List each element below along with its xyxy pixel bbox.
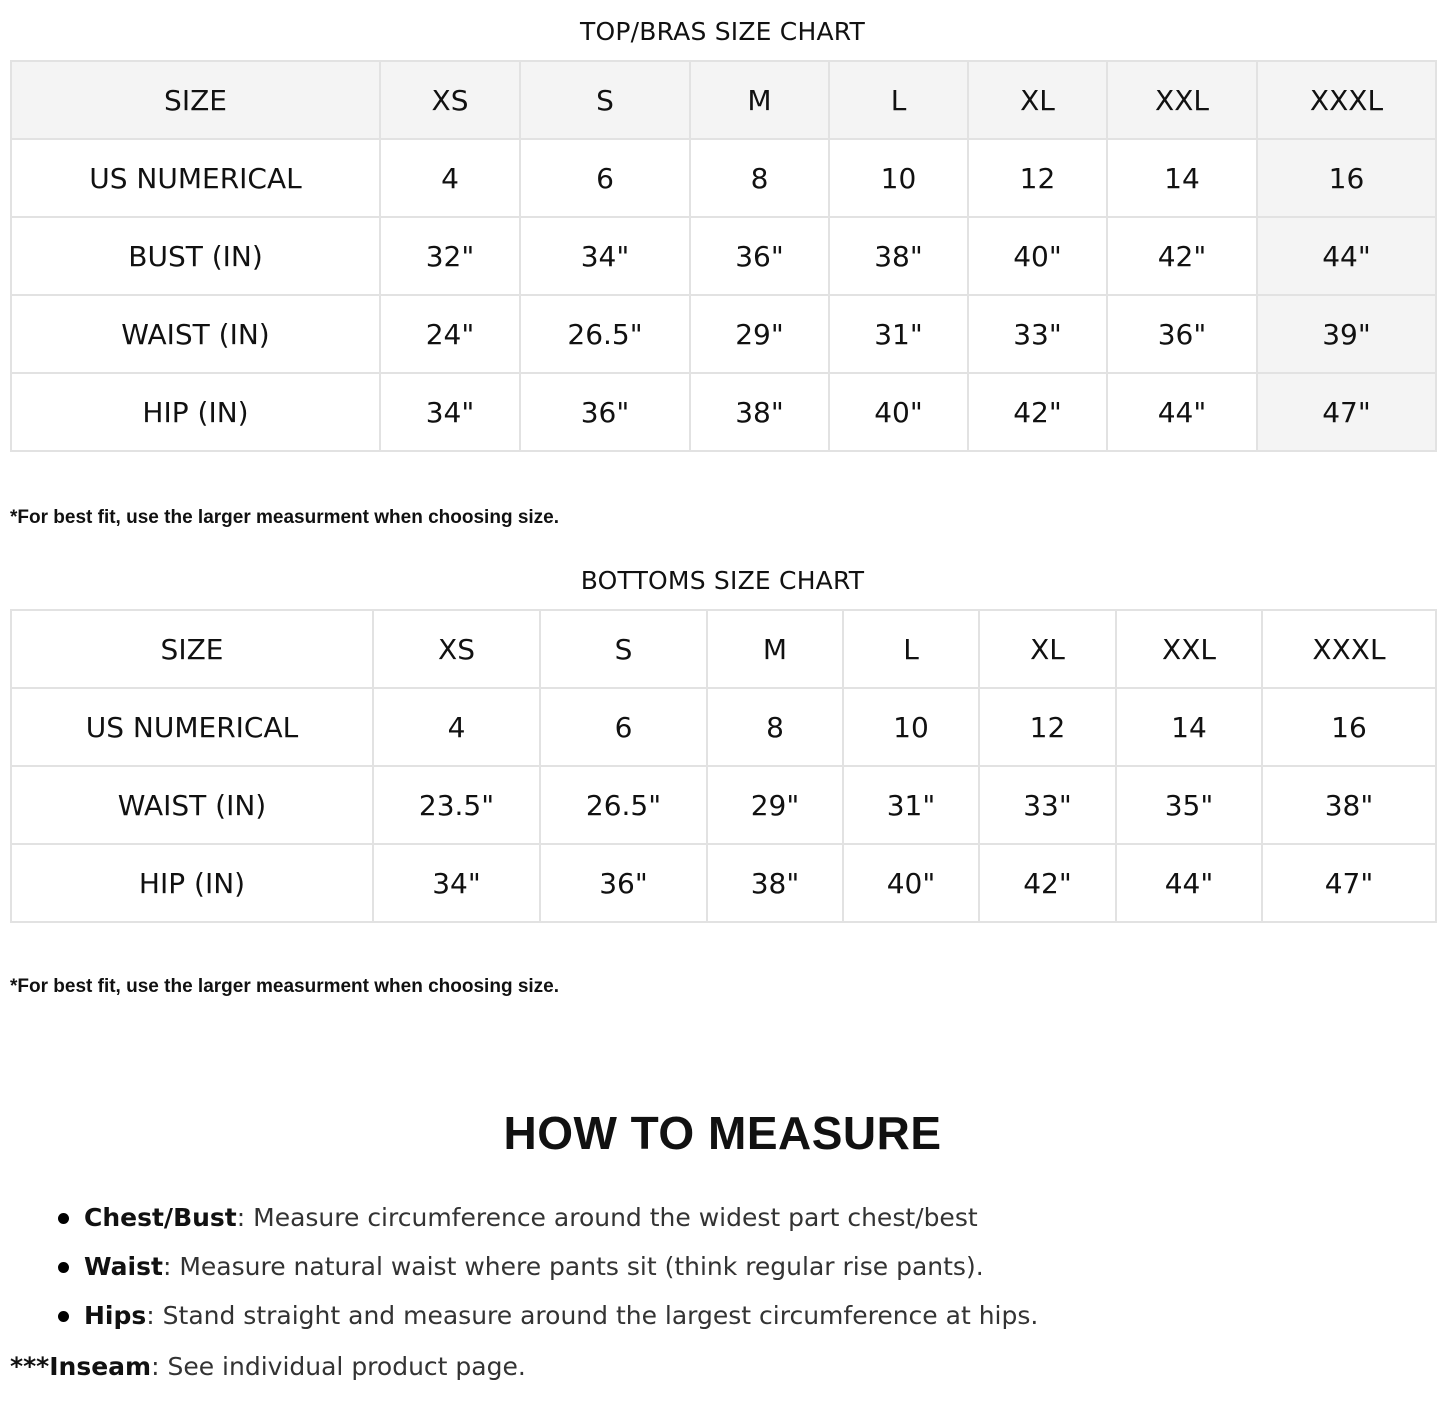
table-cell: 34" bbox=[373, 844, 540, 922]
table-row bbox=[11, 766, 1436, 844]
table-cell: 24" bbox=[380, 295, 520, 373]
table-cell: 38" bbox=[707, 844, 843, 922]
table-cell: 26.5" bbox=[520, 295, 690, 373]
table-cell: 10 bbox=[843, 688, 979, 766]
table-cell: 23.5" bbox=[373, 766, 540, 844]
list-item bbox=[0, 1199, 1038, 1248]
table-cell: 36" bbox=[520, 373, 690, 451]
header-cell: SIZE bbox=[11, 61, 380, 139]
header-cell: M bbox=[707, 610, 843, 688]
bullet-icon bbox=[58, 1262, 69, 1273]
bottom-chart-title: BOTTOMS SIZE CHART bbox=[580, 566, 865, 595]
table-cell: 6 bbox=[520, 139, 690, 217]
header-cell: M bbox=[690, 61, 829, 139]
measure-description: : Measure circumference around the widest part chest/best bbox=[236, 1203, 978, 1232]
inseam-term: Inseam bbox=[49, 1352, 152, 1381]
row-label-cell: US NUMERICAL bbox=[11, 139, 380, 217]
table-cell: 10 bbox=[829, 139, 968, 217]
table-cell: 29" bbox=[707, 766, 843, 844]
header-cell: SIZE bbox=[11, 610, 373, 688]
measure-description: : Measure natural waist where pants sit (think regular rise pants). bbox=[162, 1252, 984, 1281]
table-row bbox=[11, 295, 1436, 373]
header-cell: XXXL bbox=[1257, 61, 1436, 139]
bullet-icon bbox=[58, 1213, 69, 1224]
table-cell: 44" bbox=[1116, 844, 1262, 922]
top-chart-note: *For best fit, use the larger measurment when choosing size. bbox=[10, 507, 560, 528]
table-cell: 14 bbox=[1107, 139, 1257, 217]
top-size-table bbox=[10, 60, 1437, 452]
table-cell: 29" bbox=[690, 295, 829, 373]
inseam-note bbox=[10, 1348, 526, 1386]
table-row bbox=[11, 217, 1436, 295]
table-cell: 33" bbox=[979, 766, 1116, 844]
table-cell: 6 bbox=[540, 688, 707, 766]
table-cell: 36" bbox=[1107, 295, 1257, 373]
measure-list bbox=[0, 1199, 1038, 1346]
table-row bbox=[11, 139, 1436, 217]
table-cell: 31" bbox=[843, 766, 979, 844]
table-cell: 26.5" bbox=[540, 766, 707, 844]
header-cell: XS bbox=[380, 61, 520, 139]
table-cell: 38" bbox=[829, 217, 968, 295]
bottom-size-table bbox=[10, 609, 1437, 923]
table-cell: 12 bbox=[979, 688, 1116, 766]
measure-term: Chest/Bust bbox=[84, 1203, 237, 1232]
table-header-row bbox=[11, 61, 1436, 139]
table-cell: 39" bbox=[1257, 295, 1436, 373]
header-cell: XS bbox=[373, 610, 540, 688]
table-cell: 8 bbox=[707, 688, 843, 766]
table-cell: 16 bbox=[1262, 688, 1436, 766]
table-cell: 42" bbox=[1107, 217, 1257, 295]
table-cell: 40" bbox=[843, 844, 979, 922]
table-cell: 40" bbox=[968, 217, 1107, 295]
inseam-prefix: *** bbox=[10, 1352, 50, 1381]
table-cell: 14 bbox=[1116, 688, 1262, 766]
table-row bbox=[11, 688, 1436, 766]
list-item bbox=[0, 1297, 1038, 1346]
table-row bbox=[11, 373, 1436, 451]
table-cell: 34" bbox=[380, 373, 520, 451]
table-cell: 42" bbox=[979, 844, 1116, 922]
table-cell: 4 bbox=[373, 688, 540, 766]
header-cell: XXL bbox=[1116, 610, 1262, 688]
measure-term: Waist bbox=[84, 1252, 163, 1281]
row-label-cell: HIP (IN) bbox=[11, 844, 373, 922]
header-cell: S bbox=[540, 610, 707, 688]
table-cell: 16 bbox=[1257, 139, 1436, 217]
table-cell: 36" bbox=[540, 844, 707, 922]
row-label-cell: US NUMERICAL bbox=[11, 688, 373, 766]
table-cell: 40" bbox=[829, 373, 968, 451]
row-label-cell: HIP (IN) bbox=[11, 373, 380, 451]
table-cell: 38" bbox=[1262, 766, 1436, 844]
row-label-cell: BUST (IN) bbox=[11, 217, 380, 295]
header-cell: XXL bbox=[1107, 61, 1257, 139]
bottom-chart-note: *For best fit, use the larger measurment when choosing size. bbox=[10, 976, 560, 997]
header-cell: L bbox=[829, 61, 968, 139]
row-label-cell: WAIST (IN) bbox=[11, 295, 380, 373]
table-cell: 32" bbox=[380, 217, 520, 295]
table-cell: 42" bbox=[968, 373, 1107, 451]
table-cell: 35" bbox=[1116, 766, 1262, 844]
table-cell: 44" bbox=[1107, 373, 1257, 451]
list-item bbox=[0, 1248, 1038, 1297]
table-cell: 47" bbox=[1262, 844, 1436, 922]
table-cell: 31" bbox=[829, 295, 968, 373]
how-to-measure-heading: HOW TO MEASURE bbox=[503, 1107, 942, 1159]
table-cell: 44" bbox=[1257, 217, 1436, 295]
table-cell: 12 bbox=[968, 139, 1107, 217]
top-chart-title: TOP/BRAS SIZE CHART bbox=[580, 17, 865, 46]
table-cell: 4 bbox=[380, 139, 520, 217]
header-cell: S bbox=[520, 61, 690, 139]
measure-term: Hips bbox=[84, 1301, 147, 1330]
table-cell: 33" bbox=[968, 295, 1107, 373]
header-cell: XL bbox=[979, 610, 1116, 688]
table-header-row bbox=[11, 610, 1436, 688]
header-cell: XL bbox=[968, 61, 1107, 139]
table-cell: 34" bbox=[520, 217, 690, 295]
table-cell: 8 bbox=[690, 139, 829, 217]
header-cell: L bbox=[843, 610, 979, 688]
table-cell: 47" bbox=[1257, 373, 1436, 451]
table-cell: 38" bbox=[690, 373, 829, 451]
table-cell: 36" bbox=[690, 217, 829, 295]
table-row bbox=[11, 844, 1436, 922]
inseam-description: : See individual product page. bbox=[151, 1352, 526, 1381]
row-label-cell: WAIST (IN) bbox=[11, 766, 373, 844]
measure-description: : Stand straight and measure around the largest circumference at hips. bbox=[146, 1301, 1039, 1330]
bullet-icon bbox=[58, 1311, 69, 1322]
header-cell: XXXL bbox=[1262, 610, 1436, 688]
